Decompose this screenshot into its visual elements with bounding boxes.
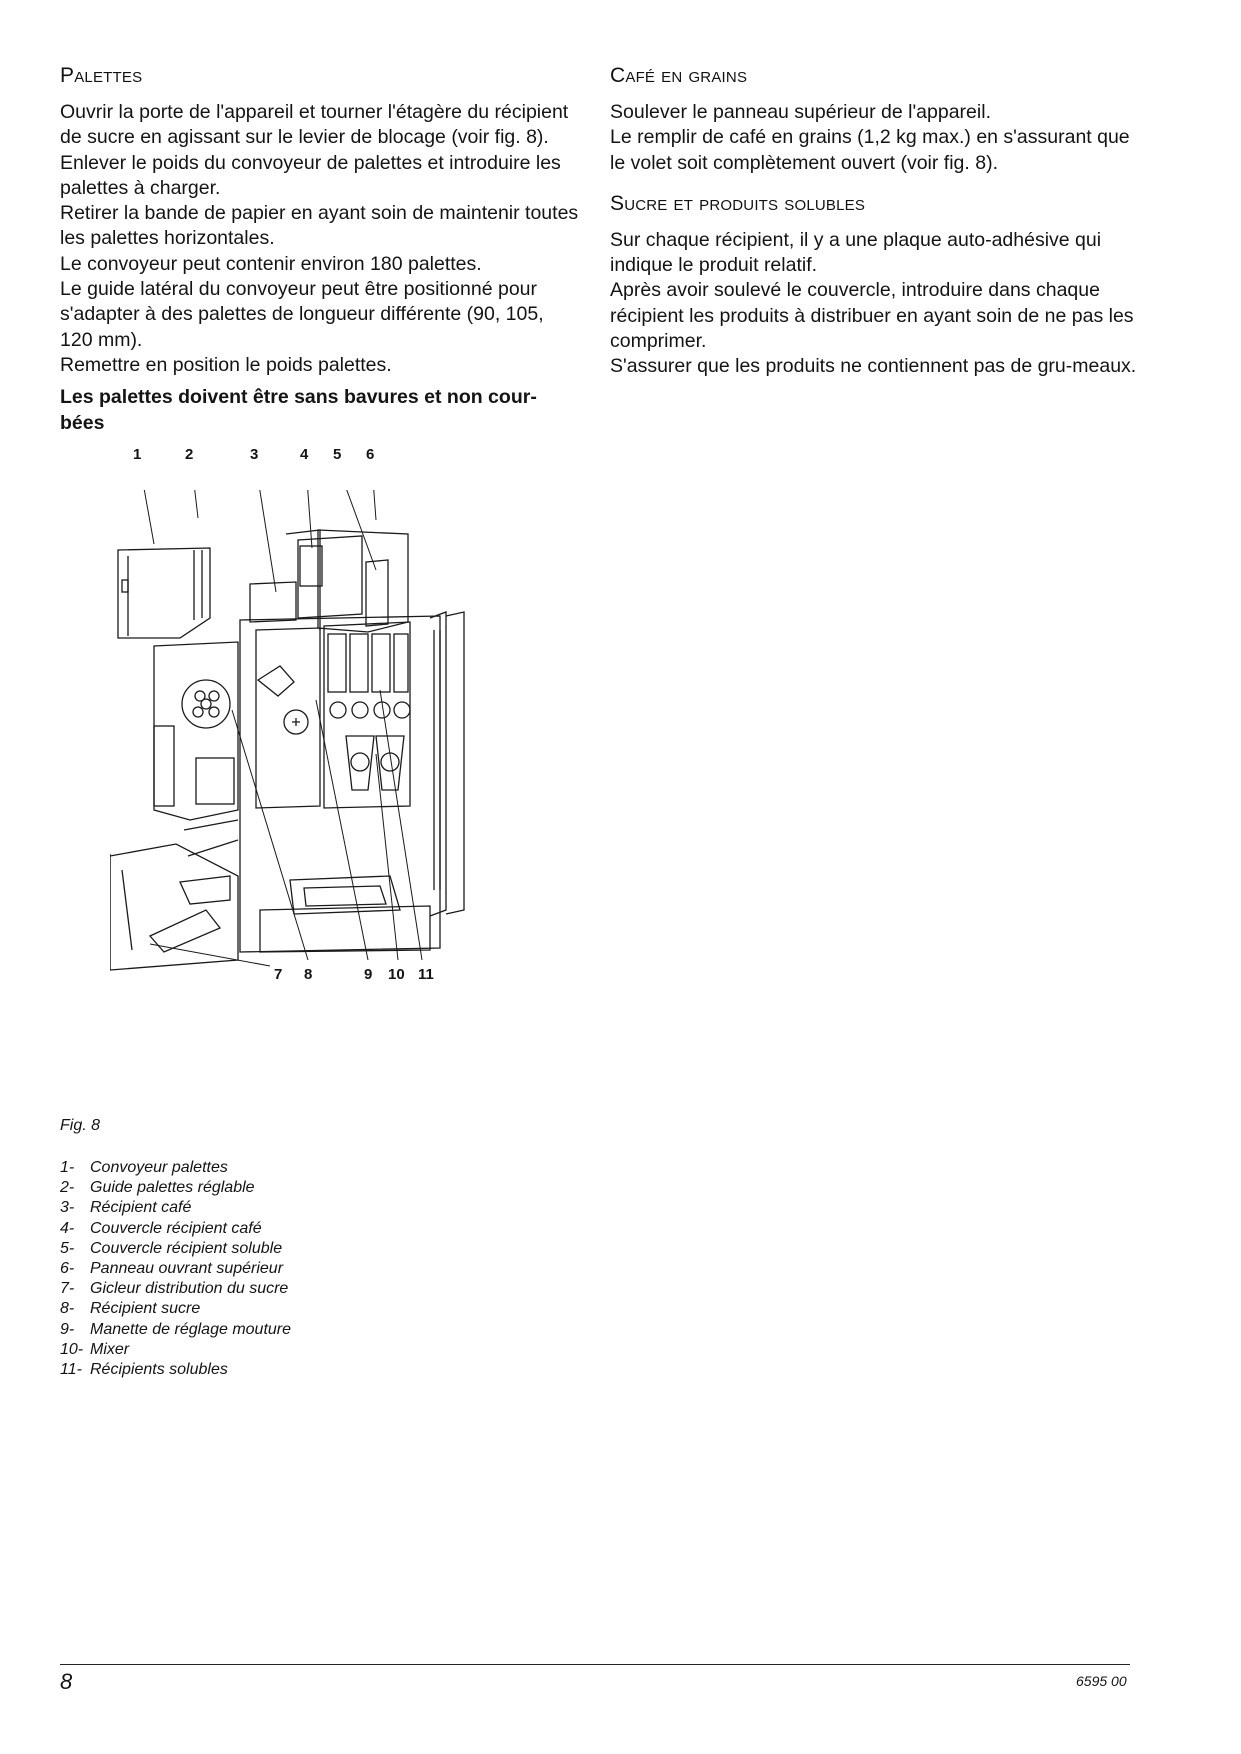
legend-item	[60, 1158, 291, 1178]
paragraph: Ouvrir la porte de l'appareil et tourner l'étagère du récipient de sucre en agissant sur le levier de blocage (voir fig. 8). Enlever le poids du convoyeur de palettes et introduire les palettes à charger.	[60, 101, 569, 199]
heading-palettes: Palettes	[60, 64, 143, 87]
legend-label: Couvercle récipient café	[90, 1219, 262, 1237]
paragraph: Remettre en position le poids palettes.	[60, 353, 392, 376]
page-number: 8	[60, 1669, 73, 1694]
legend-number: 3-	[60, 1199, 75, 1217]
figure-legend	[60, 1158, 291, 1380]
legend-label: Couvercle récipient soluble	[90, 1239, 283, 1257]
legend-label: Convoyeur palettes	[90, 1159, 228, 1176]
callout-10: 10	[388, 966, 405, 983]
left-column	[60, 64, 580, 436]
callout-1: 1	[133, 446, 142, 463]
callout-8: 8	[304, 966, 313, 983]
legend-label: Guide palettes réglable	[90, 1179, 255, 1197]
legend-item	[60, 1239, 291, 1259]
legend-number: 10-	[60, 1340, 84, 1358]
paragraph: Soulever le panneau supérieur de l'appareil.	[610, 101, 991, 123]
legend-number: 9-	[60, 1320, 75, 1338]
legend-number: 8-	[60, 1300, 75, 1318]
legend-item	[60, 1279, 291, 1299]
legend-label: Récipient sucre	[90, 1300, 201, 1318]
callout-2: 2	[185, 446, 194, 463]
legend-number: 7-	[60, 1280, 75, 1298]
footer-rule	[60, 1664, 1130, 1665]
legend-label: Mixer	[90, 1340, 130, 1358]
callout-3: 3	[250, 446, 259, 463]
legend-item	[60, 1178, 291, 1198]
legend-item	[60, 1340, 291, 1360]
paragraph: Le guide latéral du convoyeur peut être positionné pour s'adapter à des palettes de longueur différente (90, 105, 120 mm).	[60, 278, 544, 351]
legend-item	[60, 1198, 291, 1218]
legend-label: Manette de réglage mouture	[90, 1320, 292, 1338]
callout-4: 4	[300, 446, 309, 463]
legend-label: Récipients solubles	[90, 1361, 228, 1379]
right-column	[610, 64, 1150, 380]
legend-label: Panneau ouvrant supérieur	[90, 1260, 284, 1278]
paragraph: Retirer la bande de papier en ayant soin de maintenir toutes les palettes horizontales.	[60, 202, 579, 250]
paragraph: Après avoir soulevé le couvercle, introduire dans chaque récipient les produits à distribuer en ayant soin de ne pas les comprimer.	[610, 279, 1134, 353]
figure-caption: Fig. 8	[60, 1117, 101, 1134]
machine-line-drawing	[110, 490, 530, 1100]
legend-item	[60, 1360, 291, 1380]
legend-number: 1-	[60, 1159, 75, 1176]
warning-note: Les palettes doivent être sans bavures et non cour-bées	[60, 386, 537, 434]
callout-6: 6	[366, 446, 375, 463]
paragraph: Le remplir de café en grains (1,2 kg max.) en s'assurant que le volet soit complètement ouvert (voir fig. 8).	[610, 126, 1130, 174]
legend-number: 6-	[60, 1260, 75, 1278]
paragraph: Sur chaque récipient, il y a une plaque auto-adhésive qui indique le produit relatif.	[610, 228, 1102, 277]
document-code: 6595 00	[1076, 1673, 1127, 1689]
paragraph: S'assurer que les produits ne contiennent pas de gru-meaux.	[610, 355, 1137, 378]
figure-8-machine-drawing	[110, 446, 530, 1100]
legend-label: Gicleur distribution du sucre	[90, 1280, 289, 1298]
legend-number: 2-	[60, 1179, 75, 1197]
callout-7: 7	[274, 966, 283, 983]
legend-item	[60, 1259, 291, 1279]
legend-item	[60, 1299, 291, 1319]
callout-9: 9	[364, 966, 373, 983]
legend-number: 5-	[60, 1239, 75, 1257]
legend-number: 11-	[60, 1361, 82, 1379]
legend-item	[60, 1320, 291, 1340]
legend-item	[60, 1219, 291, 1239]
callout-5: 5	[333, 446, 342, 463]
heading-cafe-en-grains: Café en grains	[610, 64, 748, 87]
callout-11: 11	[418, 966, 434, 983]
paragraph: Le convoyeur peut contenir environ 180 palettes.	[60, 252, 482, 275]
heading-sucre-produits-solubles: Sucre et produits solubles	[610, 191, 866, 215]
legend-label: Récipient café	[90, 1199, 192, 1217]
legend-number: 4-	[60, 1219, 75, 1237]
